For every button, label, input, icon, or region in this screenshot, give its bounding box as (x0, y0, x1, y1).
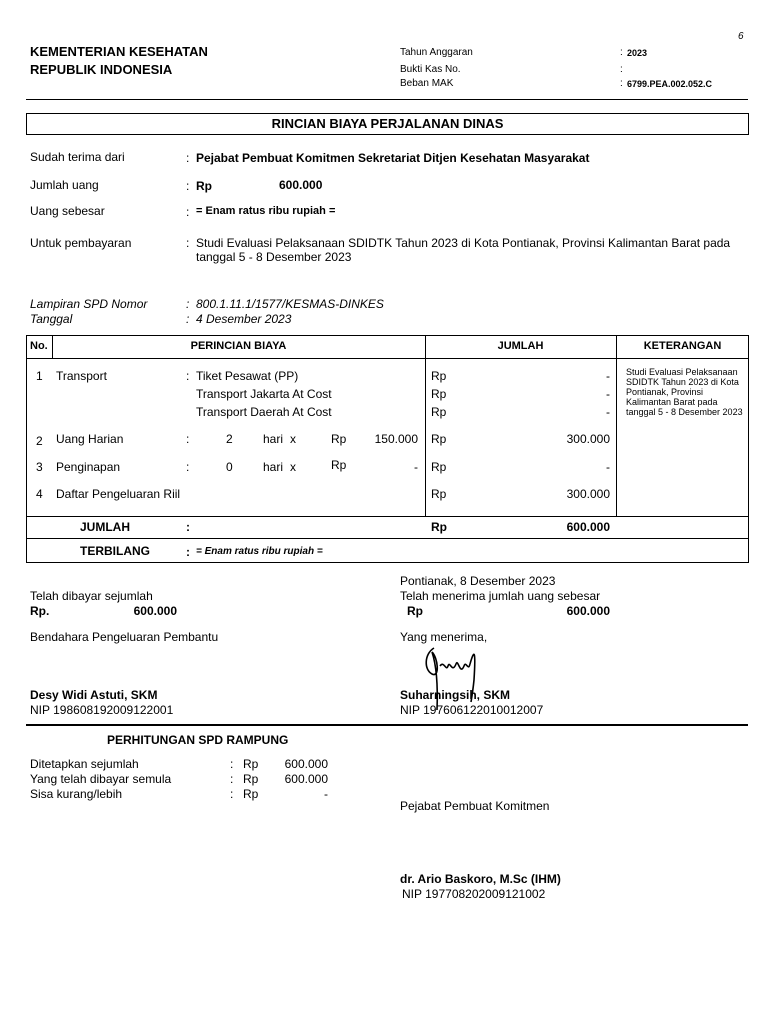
org-name-line1: KEMENTERIAN KESEHATAN (30, 44, 208, 59)
row1-colon: : (186, 369, 190, 383)
telah-dibayar-label: Telah dibayar sejumlah (30, 589, 153, 603)
row3-rp: Rp (431, 460, 447, 474)
row3-rate-rp: Rp (331, 458, 347, 472)
colon: : (186, 297, 190, 311)
total-value: 600.000 (566, 520, 610, 534)
row3-qty: 0 (226, 460, 233, 474)
row2-qty: 2 (226, 432, 233, 446)
row4-item: Daftar Pengeluaran Riil (56, 487, 181, 501)
total-rp: Rp (431, 520, 447, 534)
colon: : (620, 47, 623, 58)
row1-rp2: Rp (431, 387, 447, 401)
colon: : (186, 205, 190, 219)
ppk-nip: NIP 197708202009121002 (402, 887, 546, 901)
table-total-divider (26, 516, 749, 517)
row3-no: 3 (36, 460, 43, 474)
bendahara-nip: NIP 198608192009122001 (30, 703, 174, 717)
row2-rate: 150.000 (374, 432, 418, 446)
page-number: 6 (738, 31, 744, 42)
row2-rate-rp: Rp (331, 432, 347, 446)
untuk-pembayaran-label: Untuk pembayaran (30, 236, 132, 250)
header-keterangan: KETERANGAN (643, 340, 722, 352)
row3-colon: : (186, 460, 190, 474)
row2-no: 2 (36, 434, 43, 448)
dibayar-rp: Rp. (30, 604, 50, 618)
keterangan-text: Studi Evaluasi Pelaksanaan SDIDTK Tahun 2023 di Kota Pontianak, Provinsi Kalimantan Barat pada tanggal 5 - 8 Desember 2023 (626, 367, 743, 417)
ditetapkan-label: Ditetapkan sejumlah (30, 757, 139, 771)
row3-x: x (290, 460, 296, 474)
document-title: RINCIAN BIAYA PERJALANAN DINAS (271, 116, 504, 131)
colon: : (230, 787, 234, 801)
colon: : (186, 179, 190, 193)
row2-item: Uang Harian (56, 432, 124, 446)
row3-amount: - (606, 460, 610, 474)
row2-unit: hari (263, 432, 284, 446)
dibayar-semula-value: 600.000 (284, 772, 328, 786)
penerima-role: Yang menerima, (400, 630, 488, 644)
colon: : (186, 236, 190, 250)
rampung-title: PERHITUNGAN SPD RAMPUNG (107, 733, 289, 747)
lampiran-spd-value: 800.1.11.1/1577/KESMAS-DINKES (196, 297, 384, 311)
colon: : (620, 78, 623, 89)
section-divider (26, 724, 748, 726)
header-perincian: PERINCIAN BIAYA (190, 340, 287, 352)
row1-sub1: Tiket Pesawat (PP) (196, 369, 299, 383)
dibayar-amount: 600.000 (133, 604, 177, 618)
sisa-label: Sisa kurang/lebih (30, 787, 123, 801)
bukti-kas-label: Bukti Kas No. (400, 64, 461, 75)
row1-no: 1 (36, 369, 43, 383)
tahun-anggaran-value: 2023 (627, 48, 648, 58)
lampiran-spd-label: Lampiran SPD Nomor (30, 297, 148, 311)
penerima-name: Suharningsih, SKM (400, 688, 511, 702)
row1-rp1: Rp (431, 369, 447, 383)
table-header-divider (26, 358, 749, 359)
terbilang-label: TERBILANG (80, 544, 150, 558)
row1-item: Transport (56, 369, 107, 383)
colon: : (230, 772, 234, 786)
sudah-terima-value: Pejabat Pembuat Komitmen Sekretariat Ditjen Kesehatan Masyarakat (196, 151, 590, 165)
beban-mak-label: Beban MAK (400, 78, 454, 89)
untuk-pembayaran-value: Studi Evaluasi Pelaksanaan SDIDTK Tahun 2023 di Kota Pontianak, Provinsi Kalimantan Barat pada tanggal 5 - 8 Desember 2023 (196, 236, 731, 264)
tanggal-label: Tanggal (30, 312, 73, 326)
penerima-nip: NIP 197606122010012007 (400, 703, 544, 717)
row4-rp: Rp (431, 487, 447, 501)
colon: : (230, 757, 234, 771)
row2-colon: : (186, 432, 190, 446)
ppk-name: dr. Ario Baskoro, M.Sc (IHM) (400, 872, 561, 886)
row3-item: Penginapan (56, 460, 121, 474)
sudah-terima-label: Sudah terima dari (30, 150, 125, 164)
total-label: JUMLAH (80, 520, 130, 534)
jumlah-uang-label: Jumlah uang (30, 178, 99, 192)
beban-mak-value: 6799.PEA.002.052.C (627, 79, 713, 89)
ditetapkan-value: 600.000 (284, 757, 328, 771)
uang-sebesar-value: = Enam ratus ribu rupiah = (196, 205, 336, 217)
colon: : (620, 64, 623, 75)
row1-sub2: Transport Jakarta At Cost (196, 387, 332, 401)
row1-amount3: - (606, 405, 610, 419)
colon: : (186, 151, 190, 165)
bendahara-role: Bendahara Pengeluaran Pembantu (30, 630, 219, 644)
dibayar-semula-rp: Rp (243, 772, 259, 786)
row1-rp3: Rp (431, 405, 447, 419)
ppk-role: Pejabat Pembuat Komitmen (400, 799, 550, 813)
header-divider (26, 99, 748, 100)
header-no: No. (30, 340, 48, 352)
total-colon: : (186, 520, 190, 534)
telah-menerima-label: Telah menerima jumlah uang sebesar (400, 589, 601, 603)
ditetapkan-rp: Rp (243, 757, 259, 771)
table-terbilang-divider (26, 538, 749, 539)
sisa-value: - (324, 787, 328, 801)
tanggal-value: 4 Desember 2023 (196, 312, 292, 326)
jumlah-uang-value: 600.000 (279, 178, 323, 192)
col-divider-jumlah (616, 335, 617, 517)
row3-unit: hari (263, 460, 284, 474)
bendahara-name: Desy Widi Astuti, SKM (30, 688, 158, 702)
row2-rp: Rp (431, 432, 447, 446)
row1-amount2: - (606, 387, 610, 401)
row2-x: x (290, 432, 296, 446)
col-divider-perincian (425, 335, 426, 517)
colon: : (186, 312, 190, 326)
terbilang-value: = Enam ratus ribu rupiah = (196, 546, 323, 557)
jumlah-uang-currency: Rp (196, 179, 212, 193)
header-jumlah: JUMLAH (497, 340, 544, 352)
terbilang-colon: : (186, 545, 190, 559)
menerima-rp: Rp (407, 604, 423, 618)
dibayar-semula-label: Yang telah dibayar semula (30, 772, 172, 786)
row4-no: 4 (36, 487, 43, 501)
row4-amount: 300.000 (566, 487, 610, 501)
row1-amount1: - (606, 369, 610, 383)
sisa-rp: Rp (243, 787, 259, 801)
org-name-line2: REPUBLIK INDONESIA (30, 62, 173, 77)
row1-sub3: Transport Daerah At Cost (196, 405, 332, 419)
uang-sebesar-label: Uang sebesar (30, 204, 105, 218)
menerima-amount: 600.000 (566, 604, 610, 618)
row3-rate: - (414, 460, 418, 474)
row2-amount: 300.000 (566, 432, 610, 446)
tahun-anggaran-label: Tahun Anggaran (400, 47, 473, 58)
place-date: Pontianak, 8 Desember 2023 (400, 574, 556, 588)
